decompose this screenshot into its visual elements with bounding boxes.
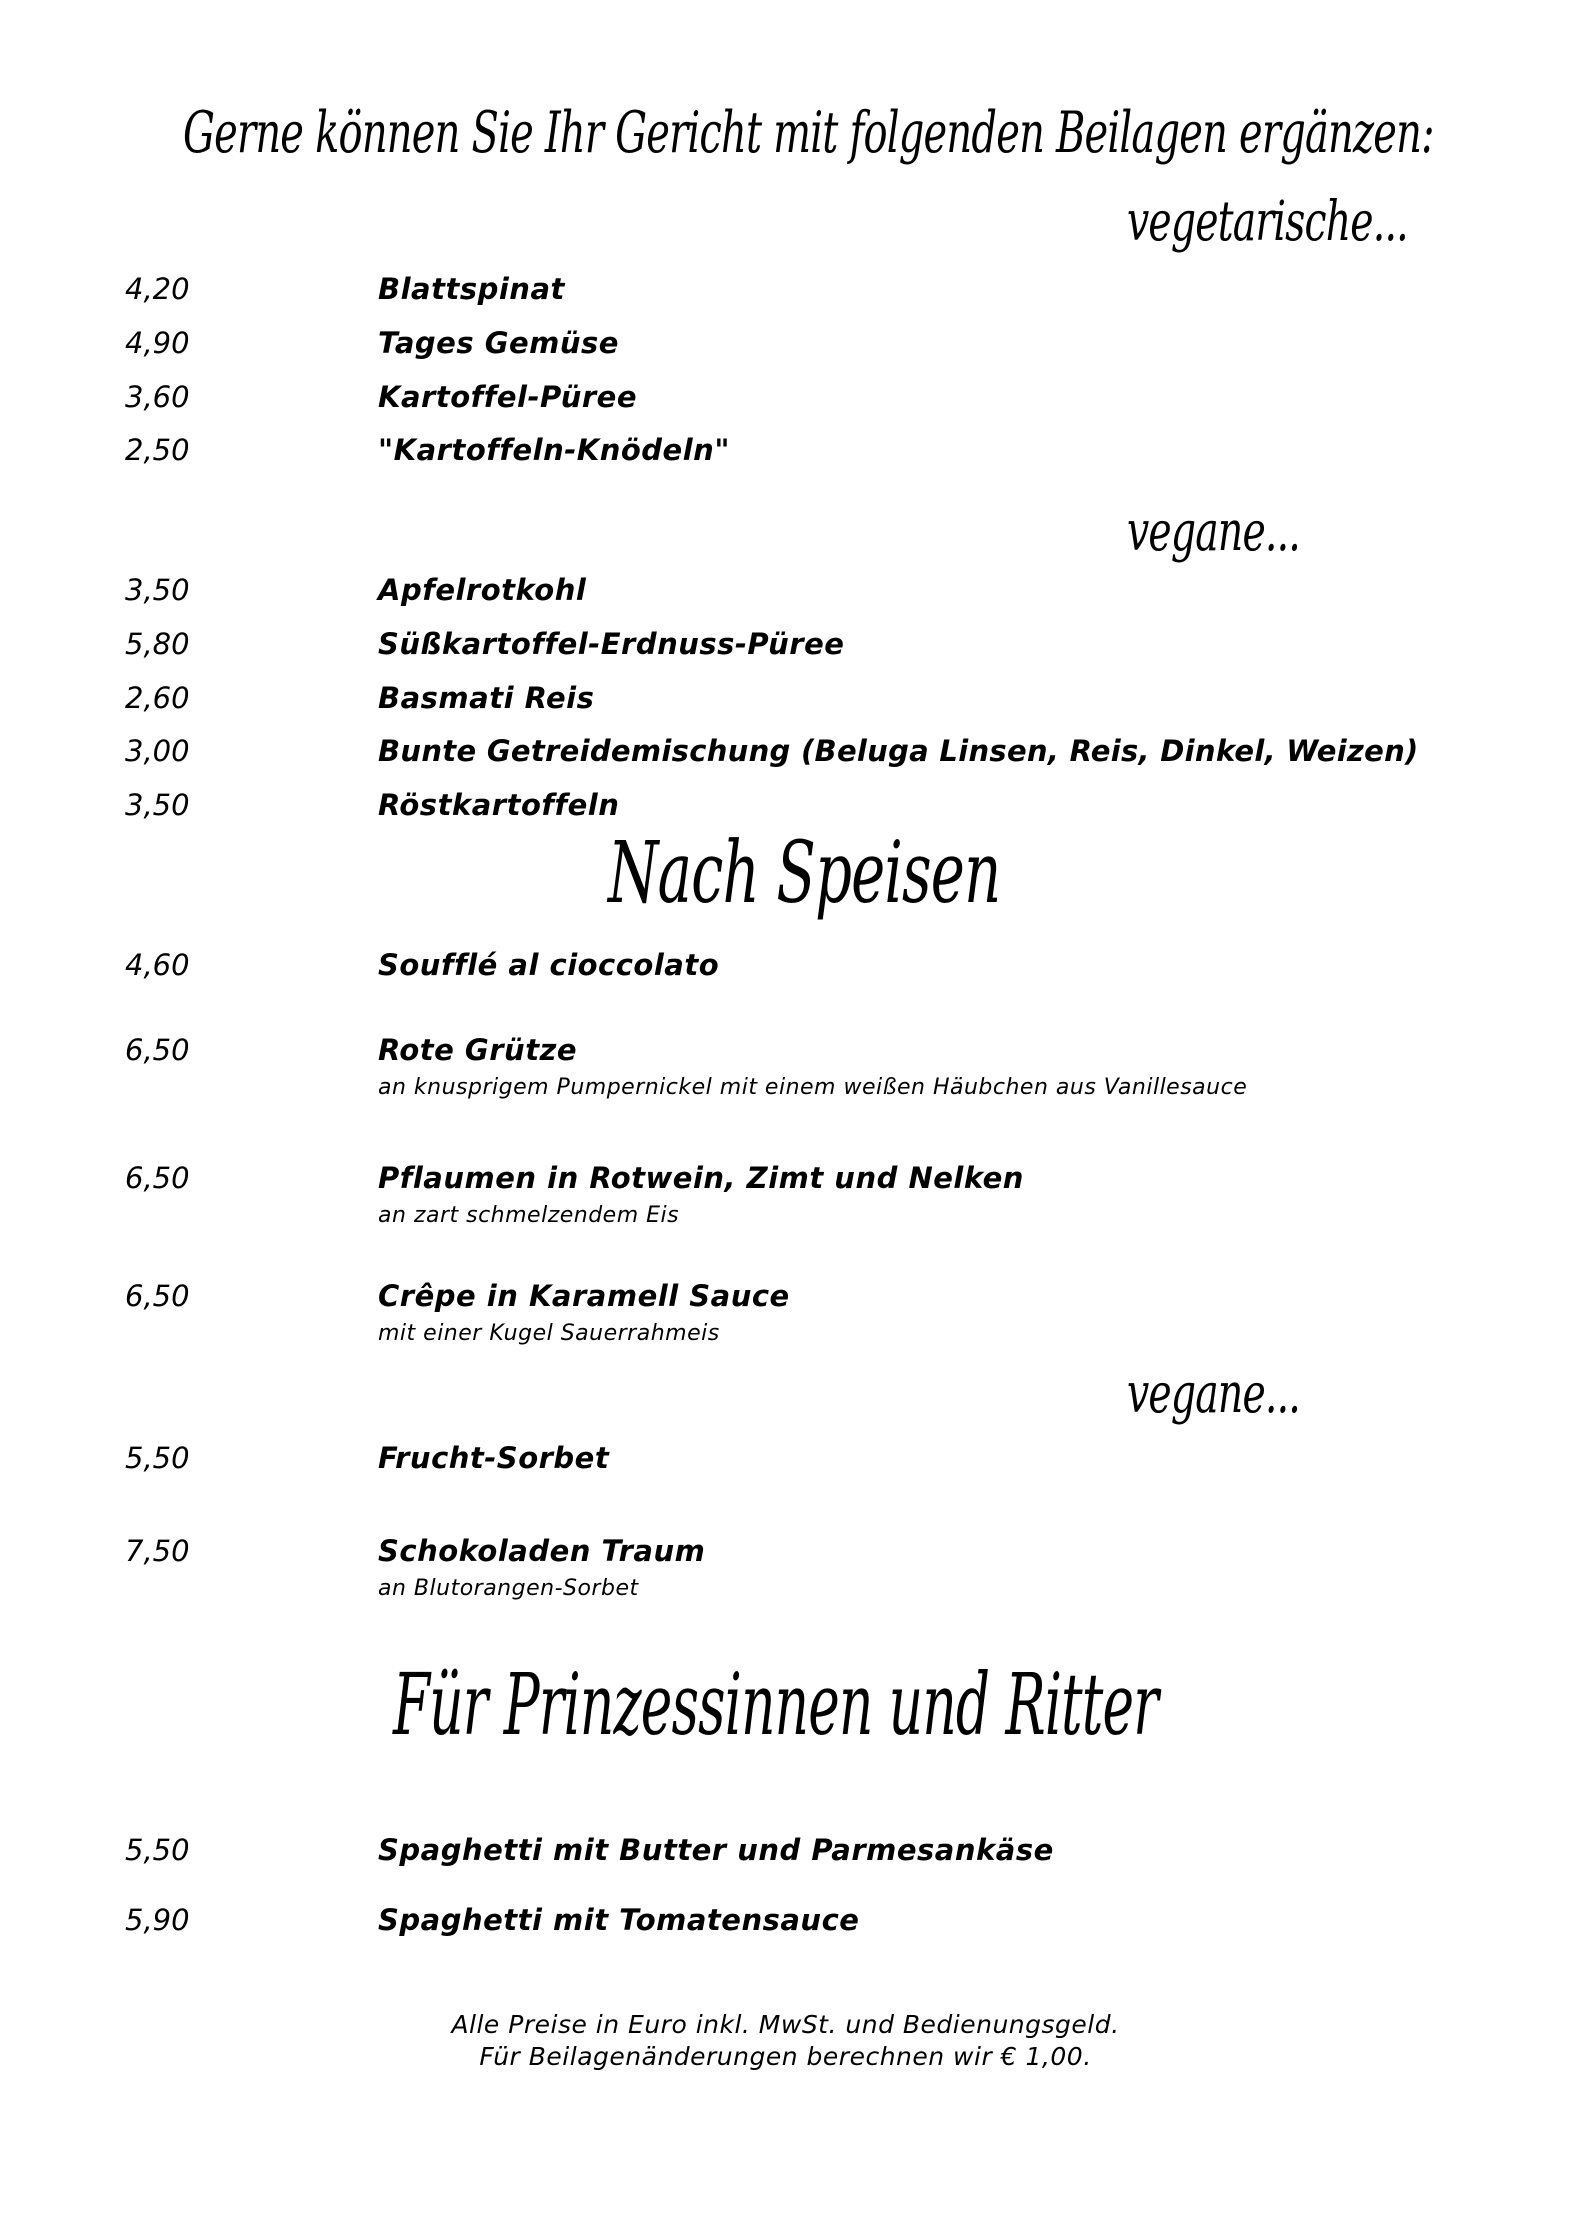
item-price: 4,60 xyxy=(125,948,190,982)
item-price: 5,80 xyxy=(125,627,190,661)
item-price: 3,60 xyxy=(125,380,190,414)
vegetarian-label: vegetarische... xyxy=(1127,189,1408,254)
item-name: Schokoladen Traum xyxy=(378,1534,706,1568)
item-description: mit einer Kugel Sauerrahmeis xyxy=(378,1321,720,1346)
item-name: Kartoffel-Püree xyxy=(378,380,638,414)
item-name: Röstkartoffeln xyxy=(378,788,620,822)
item-name: Rote Grütze xyxy=(378,1033,578,1067)
footer-note-changes: Für Beilagenänderungen berechnen wir € 1,00. xyxy=(479,2042,1092,2071)
item-price: 3,00 xyxy=(125,734,190,768)
item-name: Pflaumen in Rotwein, Zimt und Nelken xyxy=(378,1161,1024,1195)
item-description: an knusprigem Pumpernickel mit einem weißen Häubchen aus Vanillesauce xyxy=(378,1075,1248,1100)
item-name: Basmati Reis xyxy=(378,681,595,715)
item-price: 4,90 xyxy=(125,326,190,360)
item-price: 7,50 xyxy=(125,1534,190,1568)
item-name: Tages Gemüse xyxy=(378,326,619,360)
item-price: 3,50 xyxy=(125,788,190,822)
item-price: 2,50 xyxy=(125,433,190,467)
item-price: 5,90 xyxy=(125,1903,190,1937)
item-name: Spaghetti mit Tomatensauce xyxy=(378,1903,860,1937)
item-price: 3,50 xyxy=(125,573,190,607)
item-price: 5,50 xyxy=(125,1441,190,1475)
vegan-sides-label: vegane... xyxy=(1127,499,1300,564)
vegan-desserts-label: vegane... xyxy=(1127,1361,1300,1426)
item-name: Crêpe in Karamell Sauce xyxy=(378,1279,790,1313)
item-price: 6,50 xyxy=(125,1279,190,1313)
item-name: "Kartoffeln-Knödeln" xyxy=(378,433,730,467)
item-name: Apfelrotkohl xyxy=(378,573,587,607)
item-price: 4,20 xyxy=(125,272,190,306)
item-name: Soufflé al cioccolato xyxy=(378,948,720,982)
desserts-heading: Nach Speisen xyxy=(608,822,1001,922)
item-name: Frucht-Sorbet xyxy=(378,1441,610,1475)
item-name: Bunte Getreidemischung (Beluga Linsen, Reis, Dinkel, Weizen) xyxy=(378,734,1419,768)
item-name: Süßkartoffel-Erdnuss-Püree xyxy=(378,627,845,661)
intro-heading: Gerne können Sie Ihr Gericht mit folgenden Beilagen ergänzen: xyxy=(183,99,1434,166)
item-price: 2,60 xyxy=(125,681,190,715)
item-description: an zart schmelzendem Eis xyxy=(378,1203,680,1228)
footer-note-prices: Alle Preise in Euro inkl. MwSt. und Bedienungsgeld. xyxy=(451,2010,1120,2039)
item-name: Blattspinat xyxy=(378,272,565,306)
item-description: an Blutorangen-Sorbet xyxy=(378,1576,639,1601)
item-name: Spaghetti mit Butter und Parmesankäse xyxy=(378,1833,1054,1867)
item-price: 6,50 xyxy=(125,1033,190,1067)
item-price: 5,50 xyxy=(125,1833,190,1867)
item-price: 6,50 xyxy=(125,1161,190,1195)
kids-heading: Für Prinzessinnen und Ritter xyxy=(393,1654,1159,1754)
